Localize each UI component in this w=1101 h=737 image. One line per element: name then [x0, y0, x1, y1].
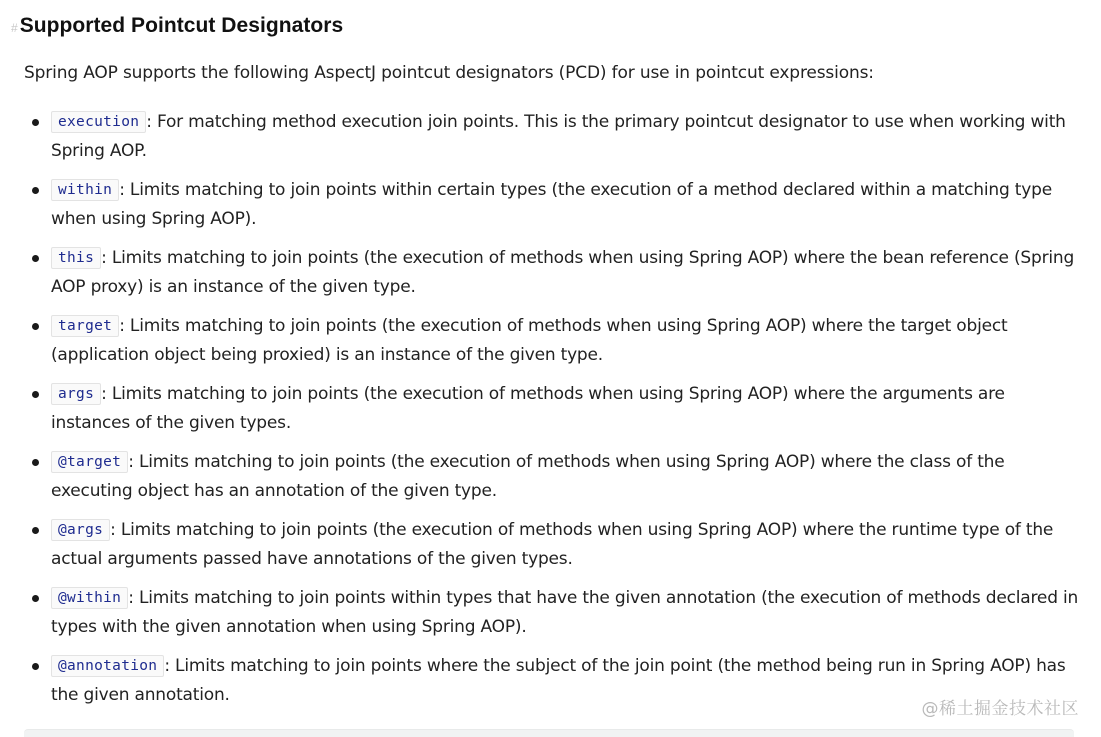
watermark: @稀土掘金技术社区 [921, 699, 1079, 719]
code-block-top-edge [24, 729, 1074, 737]
list-item-execution [0, 108, 1101, 170]
intro-paragraph: Spring AOP supports the following AspectJ pointcut designators (PCD) for use in pointcut expressions: [24, 63, 874, 83]
bullet-icon [32, 323, 39, 330]
description-target: : Limits matching to join points (the execution of methods when using Spring AOP) where the target object (application object being proxied) is an instance of the given type. [51, 316, 1008, 365]
list-item-text [51, 176, 1081, 234]
list-item-args [0, 380, 1101, 442]
code-at-within: @within [51, 587, 128, 609]
section-heading [11, 14, 343, 38]
code-at-args: @args [51, 519, 110, 541]
description-at-target: : Limits matching to join points (the execution of methods when using Spring AOP) where the class of the executing object has an annotation of the given type. [51, 452, 1005, 501]
description-this: : Limits matching to join points (the execution of methods when using Spring AOP) where the bean reference (Spring AOP proxy) is an instance of the given type. [51, 248, 1075, 297]
description-execution: : For matching method execution join points. This is the primary pointcut designator to use when working with Spring AOP. [51, 112, 1066, 161]
code-within: within [51, 179, 119, 201]
list-item-text [51, 244, 1081, 302]
bullet-icon [32, 187, 39, 194]
heading-anchor-link[interactable]: # [11, 21, 18, 35]
code-at-annotation: @annotation [51, 655, 164, 677]
code-target: target [51, 315, 119, 337]
description-at-annotation: : Limits matching to join points where the subject of the join point (the method being run in Spring AOP) has the given annotation. [51, 656, 1066, 705]
list-item-at-within [0, 584, 1101, 646]
page-title: Supported Pointcut Designators [19, 14, 344, 37]
list-item-this [0, 244, 1101, 306]
code-execution: execution [51, 111, 146, 133]
bullet-icon [32, 663, 39, 670]
description-at-args: : Limits matching to join points (the execution of methods when using Spring AOP) where the runtime type of the actual arguments passed have annotations of the given types. [51, 520, 1054, 569]
list-item-text [51, 108, 1081, 166]
bullet-icon [32, 391, 39, 398]
list-item-text [51, 448, 1081, 506]
list-item-text [51, 516, 1081, 574]
list-item-at-args [0, 516, 1101, 578]
bullet-icon [32, 459, 39, 466]
description-at-within: : Limits matching to join points within types that have the given annotation (the execution of methods declared in types with the given annotation when using Spring AOP). [51, 588, 1079, 637]
bullet-icon [32, 119, 39, 126]
list-item-at-target [0, 448, 1101, 510]
description-args: : Limits matching to join points (the execution of methods when using Spring AOP) where the arguments are instances of the given types. [51, 384, 1005, 433]
bullet-icon [32, 255, 39, 262]
description-within: : Limits matching to join points within certain types (the execution of a method declared within a matching type when using Spring AOP). [51, 180, 1052, 229]
list-item-text [51, 312, 1081, 370]
code-args: args [51, 383, 101, 405]
bullet-icon [32, 527, 39, 534]
list-item-text [51, 380, 1081, 438]
code-at-target: @target [51, 451, 128, 473]
list-item-target [0, 312, 1101, 374]
bullet-icon [32, 595, 39, 602]
code-this: this [51, 247, 101, 269]
list-item-text [51, 584, 1081, 642]
list-item-within [0, 176, 1101, 238]
